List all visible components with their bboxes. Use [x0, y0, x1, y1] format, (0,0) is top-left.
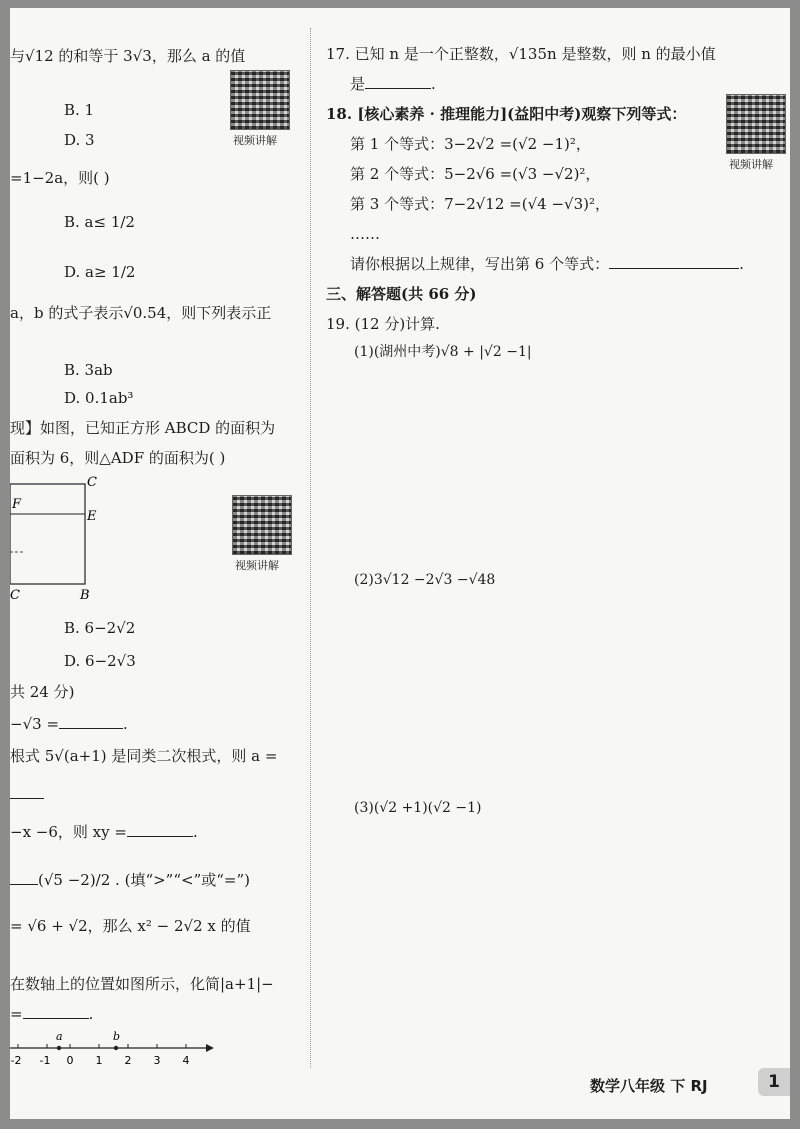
section-3-title: 三、解答题(共 66 分): [326, 285, 477, 303]
answer-blank: [10, 798, 44, 799]
left-line-1: 与√12 的和等于 3√3，那么 a 的值: [10, 47, 246, 65]
question-17: 17. 已知 n 是一个正整数，√135n 是整数，则 n 的最小值: [326, 45, 716, 63]
point-a: a: [56, 1030, 63, 1043]
left-option-d: D. 3: [64, 131, 95, 149]
qr-caption: 视频讲解: [729, 158, 773, 171]
book-title: 数学八年级 下 RJ: [590, 1077, 708, 1095]
left-option-d3: D. 0.1ab³: [64, 389, 134, 407]
equation-2: 第 2 个等式：5−2√6 =(√3 −√2)²，: [350, 165, 601, 183]
left-option-b4: B. 6−2√2: [64, 619, 136, 637]
question-18: 18. [核心素养 · 推理能力](益阳中考)观察下列等式：: [326, 105, 687, 123]
equation-3: 第 3 个等式：7−2√12 =(√4 −√3)²，: [350, 195, 610, 213]
page-number: 1: [758, 1068, 790, 1096]
qr-code[interactable]: [726, 94, 786, 154]
left-section-score: 共 24 分): [10, 683, 75, 701]
left-line-4: =1−2a，则( ): [10, 169, 110, 187]
left-option-d2: D. a≥ 1/2: [64, 263, 136, 281]
left-line-16: 根式 5√(a+1) 是同类二次根式，则 a =: [10, 747, 278, 765]
question-19-part-2: (2)3√12 −2√3 −√48: [354, 572, 496, 588]
point-b: b: [113, 1030, 121, 1043]
question-19: 19. (12 分)计算.: [326, 315, 440, 333]
label-f: F: [12, 497, 22, 512]
left-line-19: = √6 + √2，那么 x² − 2√2 x 的值: [10, 917, 251, 935]
svg-text:0: 0: [66, 1054, 74, 1067]
label-c: C: [87, 475, 97, 490]
label-e: E: [87, 509, 97, 524]
qr-caption: 视频讲解: [235, 559, 279, 572]
left-option-b3: B. 3ab: [64, 361, 113, 379]
qr-code[interactable]: [230, 70, 290, 130]
svg-text:-2: -2: [10, 1054, 22, 1067]
column-divider: [310, 28, 311, 1068]
left-line-11: 面积为 6，则△ADF 的面积为( ): [10, 449, 226, 467]
left-option-b: B. 1: [64, 101, 95, 119]
left-line-10: 现】如图，已知正方形 ABCD 的面积为: [10, 419, 276, 437]
question-18-prompt: 请你根据以上规律，写出第 6 个等式： .: [350, 255, 744, 273]
svg-text:1: 1: [95, 1054, 103, 1067]
question-17-blank: 是 .: [350, 75, 436, 93]
svg-text:2: 2: [124, 1054, 132, 1067]
label-b: B: [80, 588, 90, 600]
question-19-part-1: (1)(湖州中考)√8 + |√2 −1|: [354, 344, 532, 360]
left-line-20: 在数轴上的位置如图所示，化简|a+1|−: [10, 975, 274, 993]
left-line-7: a，b 的式子表示√0.54，则下列表示正: [10, 304, 272, 322]
number-line: [10, 1026, 215, 1070]
left-line-17: −x −6，则 xy = .: [10, 823, 198, 841]
left-line-21: = .: [10, 1005, 94, 1023]
label-c-bottom: C: [10, 588, 20, 600]
left-line-18: (√5 −2)/2 . (填“>”“<”或“=”): [10, 870, 250, 890]
svg-text:4: 4: [182, 1054, 190, 1067]
left-option-b2: B. a≤ 1/2: [64, 213, 135, 231]
square-figure: [10, 470, 105, 600]
qr-caption: 视频讲解: [233, 134, 277, 147]
svg-text:-1: -1: [39, 1054, 51, 1067]
qr-code[interactable]: [232, 495, 292, 555]
left-line-15: −√3 = .: [10, 715, 128, 733]
question-19-part-3: (3)(√2 +1)(√2 −1): [354, 800, 482, 816]
svg-text:3: 3: [153, 1054, 161, 1067]
equation-1: 第 1 个等式：3−2√2 =(√2 −1)²，: [350, 135, 591, 153]
workbook-page: [10, 8, 790, 1119]
left-option-d4: D. 6−2√3: [64, 652, 136, 670]
ellipsis: ……: [350, 225, 380, 243]
